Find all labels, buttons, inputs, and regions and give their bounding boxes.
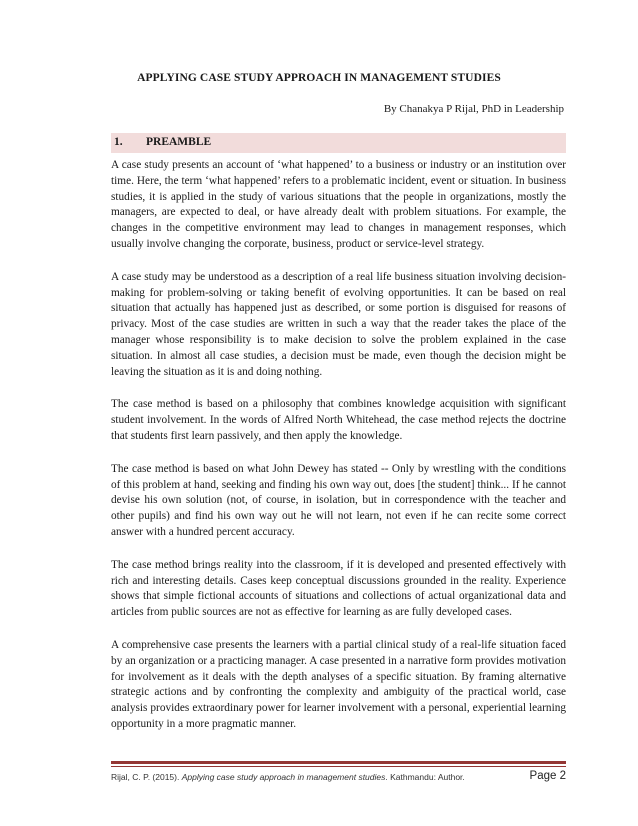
page-footer xyxy=(111,772,566,782)
paragraph: The case method is based on a philosophy that combines knowledge acquisition with significant student involvement. In the words of Alfred North Whitehead, the case method rejects the doctrine that students first learn passively, and then apply the knowledge. xyxy=(111,398,566,442)
paragraph: A comprehensive case presents the learners with a partial clinical study of a real-life situation faced by an organization or a practicing manager. A case presented in a narrative form provides motivation for involvement as it deals with the depth analyses of a specific situation. By framing alternative strategic actions and by confronting the complexity and ambiguity of the practical world, case analysis provides extraordinary power for learner involvement with a personal, experiential learning opportunity in a more pragmatic manner. xyxy=(111,638,566,730)
paragraph: A case study may be understood as a description of a real life business situation involving decision-making for problem-solving or taking benefit of evolving opportunities. It can be based on real situation that actually has happened just as described, or some portion is disguised for reasons of privacy. Most of the case studies are written in such a way that the reader takes the place of the manager whose responsibility is to make decision to solve the problem explained in the case situation. In almost all case studies, a decision must be made, even though the decision might be leaving the situation as it is and doing nothing. xyxy=(111,270,566,378)
paragraph: A case study presents an account of ‘what happened’ to a business or industry or an institution over time. Here, the term ‘what happened’ refers to a problematic incident, event or situation. In business studies, it is applied in the study of various situations that the people in organizations, mostly the managers, are expected to deal, or have already dealt with problem situations. For example, the changes in the competitive environment may lead to changes in management responses, which usually involve changing the corporate, business, product or service-level strategy. xyxy=(111,159,566,250)
section-number: 1. xyxy=(114,136,123,148)
footer-rule xyxy=(111,761,566,764)
section-heading xyxy=(114,136,211,148)
paragraph: The case method is based on what John Dewey has stated -- Only by wrestling with the conditions of this problem at hand, seeking and finding his own way out, does [the student] think... If he cannot devise his own solution (not, of course, in isolation, but in correspondence with the teacher and other pupils) and find his own way out he will not learn, not even if he can recite some correct answer with a hundred percent accuracy. xyxy=(111,462,566,538)
citation-title: Applying case study approach in management studies xyxy=(181,772,386,782)
page-number: Page 2 xyxy=(529,770,566,782)
paragraph: The case method brings reality into the classroom, if it is developed and presented effectively with rich and interesting details. Cases keep conceptual discussions grounded in the reality. Experience shows that simple fictional accounts of situations and collections of actual organizational data and articles from public sources are not as effective for learning as are fully developed cases. xyxy=(111,558,566,619)
footer-rule-thin xyxy=(111,766,566,767)
footer-citation xyxy=(111,772,465,782)
document-title: APPLYING CASE STUDY APPROACH IN MANAGEMENT STUDIES xyxy=(137,72,501,84)
section-title: PREAMBLE xyxy=(146,136,212,148)
citation-suffix: . Kathmandu: Author. xyxy=(385,772,465,782)
citation-prefix: Rijal, C. P. (2015). xyxy=(111,772,182,782)
author-byline: By Chanakya P Rijal, PhD in Leadership xyxy=(383,103,564,115)
body-text xyxy=(111,158,566,750)
